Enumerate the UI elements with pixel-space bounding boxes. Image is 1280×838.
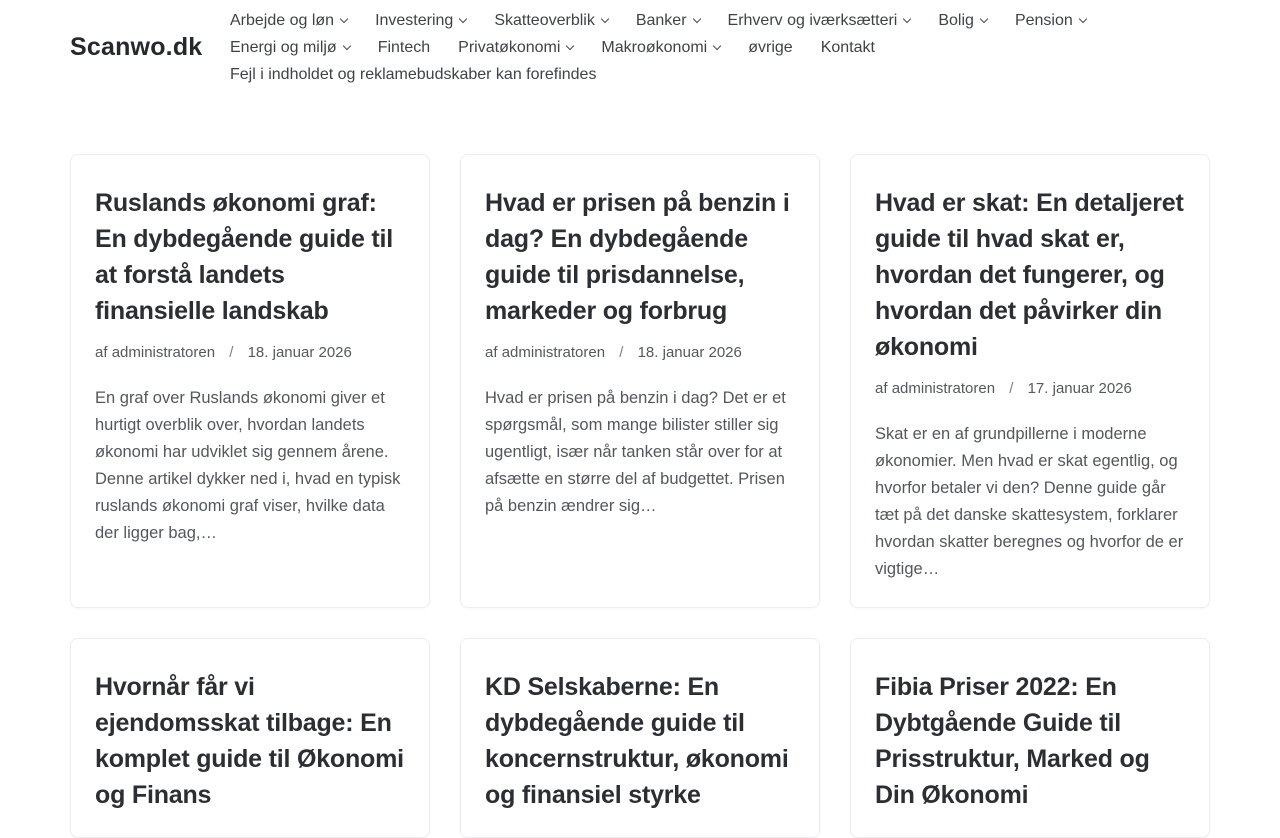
- chevron-down-icon: [601, 14, 609, 22]
- nav-item-label: Bolig: [938, 11, 974, 29]
- post-card: [70, 638, 430, 838]
- post-date: 17. januar 2026: [1027, 380, 1132, 397]
- post-card: [460, 154, 820, 608]
- chevron-down-icon: [713, 41, 721, 49]
- chevron-down-icon: [340, 14, 348, 22]
- post-title: [95, 185, 405, 329]
- author-link[interactable]: administratoren: [501, 344, 606, 361]
- nav-item-label: Erhverv og iværksætteri: [727, 11, 898, 29]
- nav-item-investering[interactable]: [375, 12, 466, 30]
- post-title-link[interactable]: KD Selskaberne: En dybdegående guide til koncernstruktur, økonomi og finansiel styrke: [485, 673, 789, 809]
- post-title-link[interactable]: Hvad er prisen på benzin i dag? En dybdegående guide til prisdannelse, markeder og forbrug: [485, 189, 790, 325]
- post-meta: [875, 379, 1185, 399]
- post-meta: [485, 343, 795, 363]
- meta-separator: /: [229, 344, 234, 361]
- chevron-down-icon: [342, 41, 350, 49]
- chevron-down-icon: [980, 14, 988, 22]
- chevron-down-icon: [903, 14, 911, 22]
- author-prefix: af: [95, 344, 108, 361]
- nav-item-label: Fejl i indholdet og reklamebudskaber kan forefindes: [230, 65, 597, 83]
- post-card: [460, 638, 820, 838]
- post-excerpt: Skat er en af grundpillerne i moderne økonomier. Men hvad er skat egentlig, og hvorfor betaler vi den? Denne guide går tæt på det danske skattesystem, forklarer hvordan skatter beregnes og hvorfor de er vigtige…: [875, 425, 1184, 578]
- post-card: [850, 154, 1210, 608]
- post-meta: [95, 343, 405, 363]
- post-title-link[interactable]: Fibia Priser 2022: En Dybtgående Guide til Prisstruktur, Marked og Din Økonomi: [875, 673, 1150, 809]
- nav-item-kontakt[interactable]: [821, 39, 875, 57]
- post-title: [485, 185, 795, 329]
- post-excerpt: En graf over Ruslands økonomi giver et hurtigt overblik over, hvordan landets økonomi har udviklet sig gennem årene. Denne artikel dykker ned i, hvad en typisk ruslands økonomi graf viser, hvilke data der ligger bag,…: [95, 389, 401, 542]
- post-excerpt: Hvad er prisen på benzin i dag? Det er et spørgsmål, som mange bilister stiller sig ugentligt, især når tanken står over for at afsætte en større del af budgettet. Prisen på benzin ændrer sig…: [485, 389, 786, 515]
- nav-item-label: Pension: [1014, 11, 1073, 29]
- nav-item-label: Fintech: [377, 38, 431, 56]
- nav-item-ovrige[interactable]: [748, 39, 792, 57]
- post-title: [95, 669, 405, 813]
- nav-item-pension[interactable]: [1015, 12, 1086, 30]
- meta-separator: /: [619, 344, 624, 361]
- nav-item-label: øvrige: [748, 38, 793, 56]
- author-prefix: af: [875, 380, 888, 397]
- nav-item-bolig[interactable]: [938, 12, 987, 30]
- nav-row-1: [230, 7, 1210, 34]
- author-link[interactable]: administratoren: [891, 380, 996, 397]
- nav-item-fintech[interactable]: [378, 39, 430, 57]
- nav-item-label: Skatteoverblik: [494, 11, 595, 29]
- post-title-link[interactable]: Hvad er skat: En detaljeret guide til hvad skat er, hvordan det fungerer, og hvordan det påvirker din økonomi: [875, 189, 1184, 361]
- author-link[interactable]: administratoren: [111, 344, 216, 361]
- post-title: [875, 669, 1185, 813]
- post-date: 18. januar 2026: [637, 344, 742, 361]
- post-title: [875, 185, 1185, 365]
- nav-item-arbejde-og-lon[interactable]: [230, 12, 347, 30]
- nav-item-label: Kontakt: [820, 38, 875, 56]
- post-title-link[interactable]: Ruslands økonomi graf: En dybdegående guide til at forstå landets finansielle landskab: [95, 189, 394, 325]
- nav-item-label: Banker: [635, 11, 687, 29]
- post-title: [485, 669, 795, 813]
- nav-item-privatokonomi[interactable]: [458, 39, 573, 57]
- nav-item-erhverv-og-ivaerksaetteri[interactable]: [728, 12, 911, 30]
- author-prefix: af: [485, 344, 498, 361]
- nav-row-3: [230, 61, 1210, 88]
- nav-item-energi-og-miljo[interactable]: [230, 39, 350, 57]
- site-header: [0, 0, 1280, 96]
- chevron-down-icon: [1079, 14, 1087, 22]
- chevron-down-icon: [566, 41, 574, 49]
- meta-separator: /: [1009, 380, 1014, 397]
- nav-item-label: Privatøkonomi: [458, 38, 561, 56]
- site-logo[interactable]: Scanwo.dk: [70, 33, 203, 61]
- nav-item-banker[interactable]: [636, 12, 700, 30]
- nav-item-label: Energi og miljø: [230, 38, 337, 56]
- post-title-link[interactable]: Hvornår får vi ejendomsskat tilbage: En komplet guide til Økonomi og Finans: [95, 673, 404, 809]
- post-date: 18. januar 2026: [247, 344, 352, 361]
- nav-item-label: Makroøkonomi: [601, 38, 708, 56]
- chevron-down-icon: [459, 14, 467, 22]
- nav-item-skatteoverblik[interactable]: [494, 12, 608, 30]
- post-card: [850, 638, 1210, 838]
- nav-item-label: Investering: [375, 11, 454, 29]
- chevron-down-icon: [692, 14, 700, 22]
- nav-row-2: [230, 34, 1210, 61]
- post-card: [70, 154, 430, 608]
- main-nav: [230, 7, 1210, 88]
- nav-item-makrookonomi[interactable]: [601, 39, 720, 57]
- post-list: [0, 154, 1280, 838]
- nav-item-label: Arbejde og løn: [230, 11, 335, 29]
- nav-disclaimer-text: [230, 66, 596, 84]
